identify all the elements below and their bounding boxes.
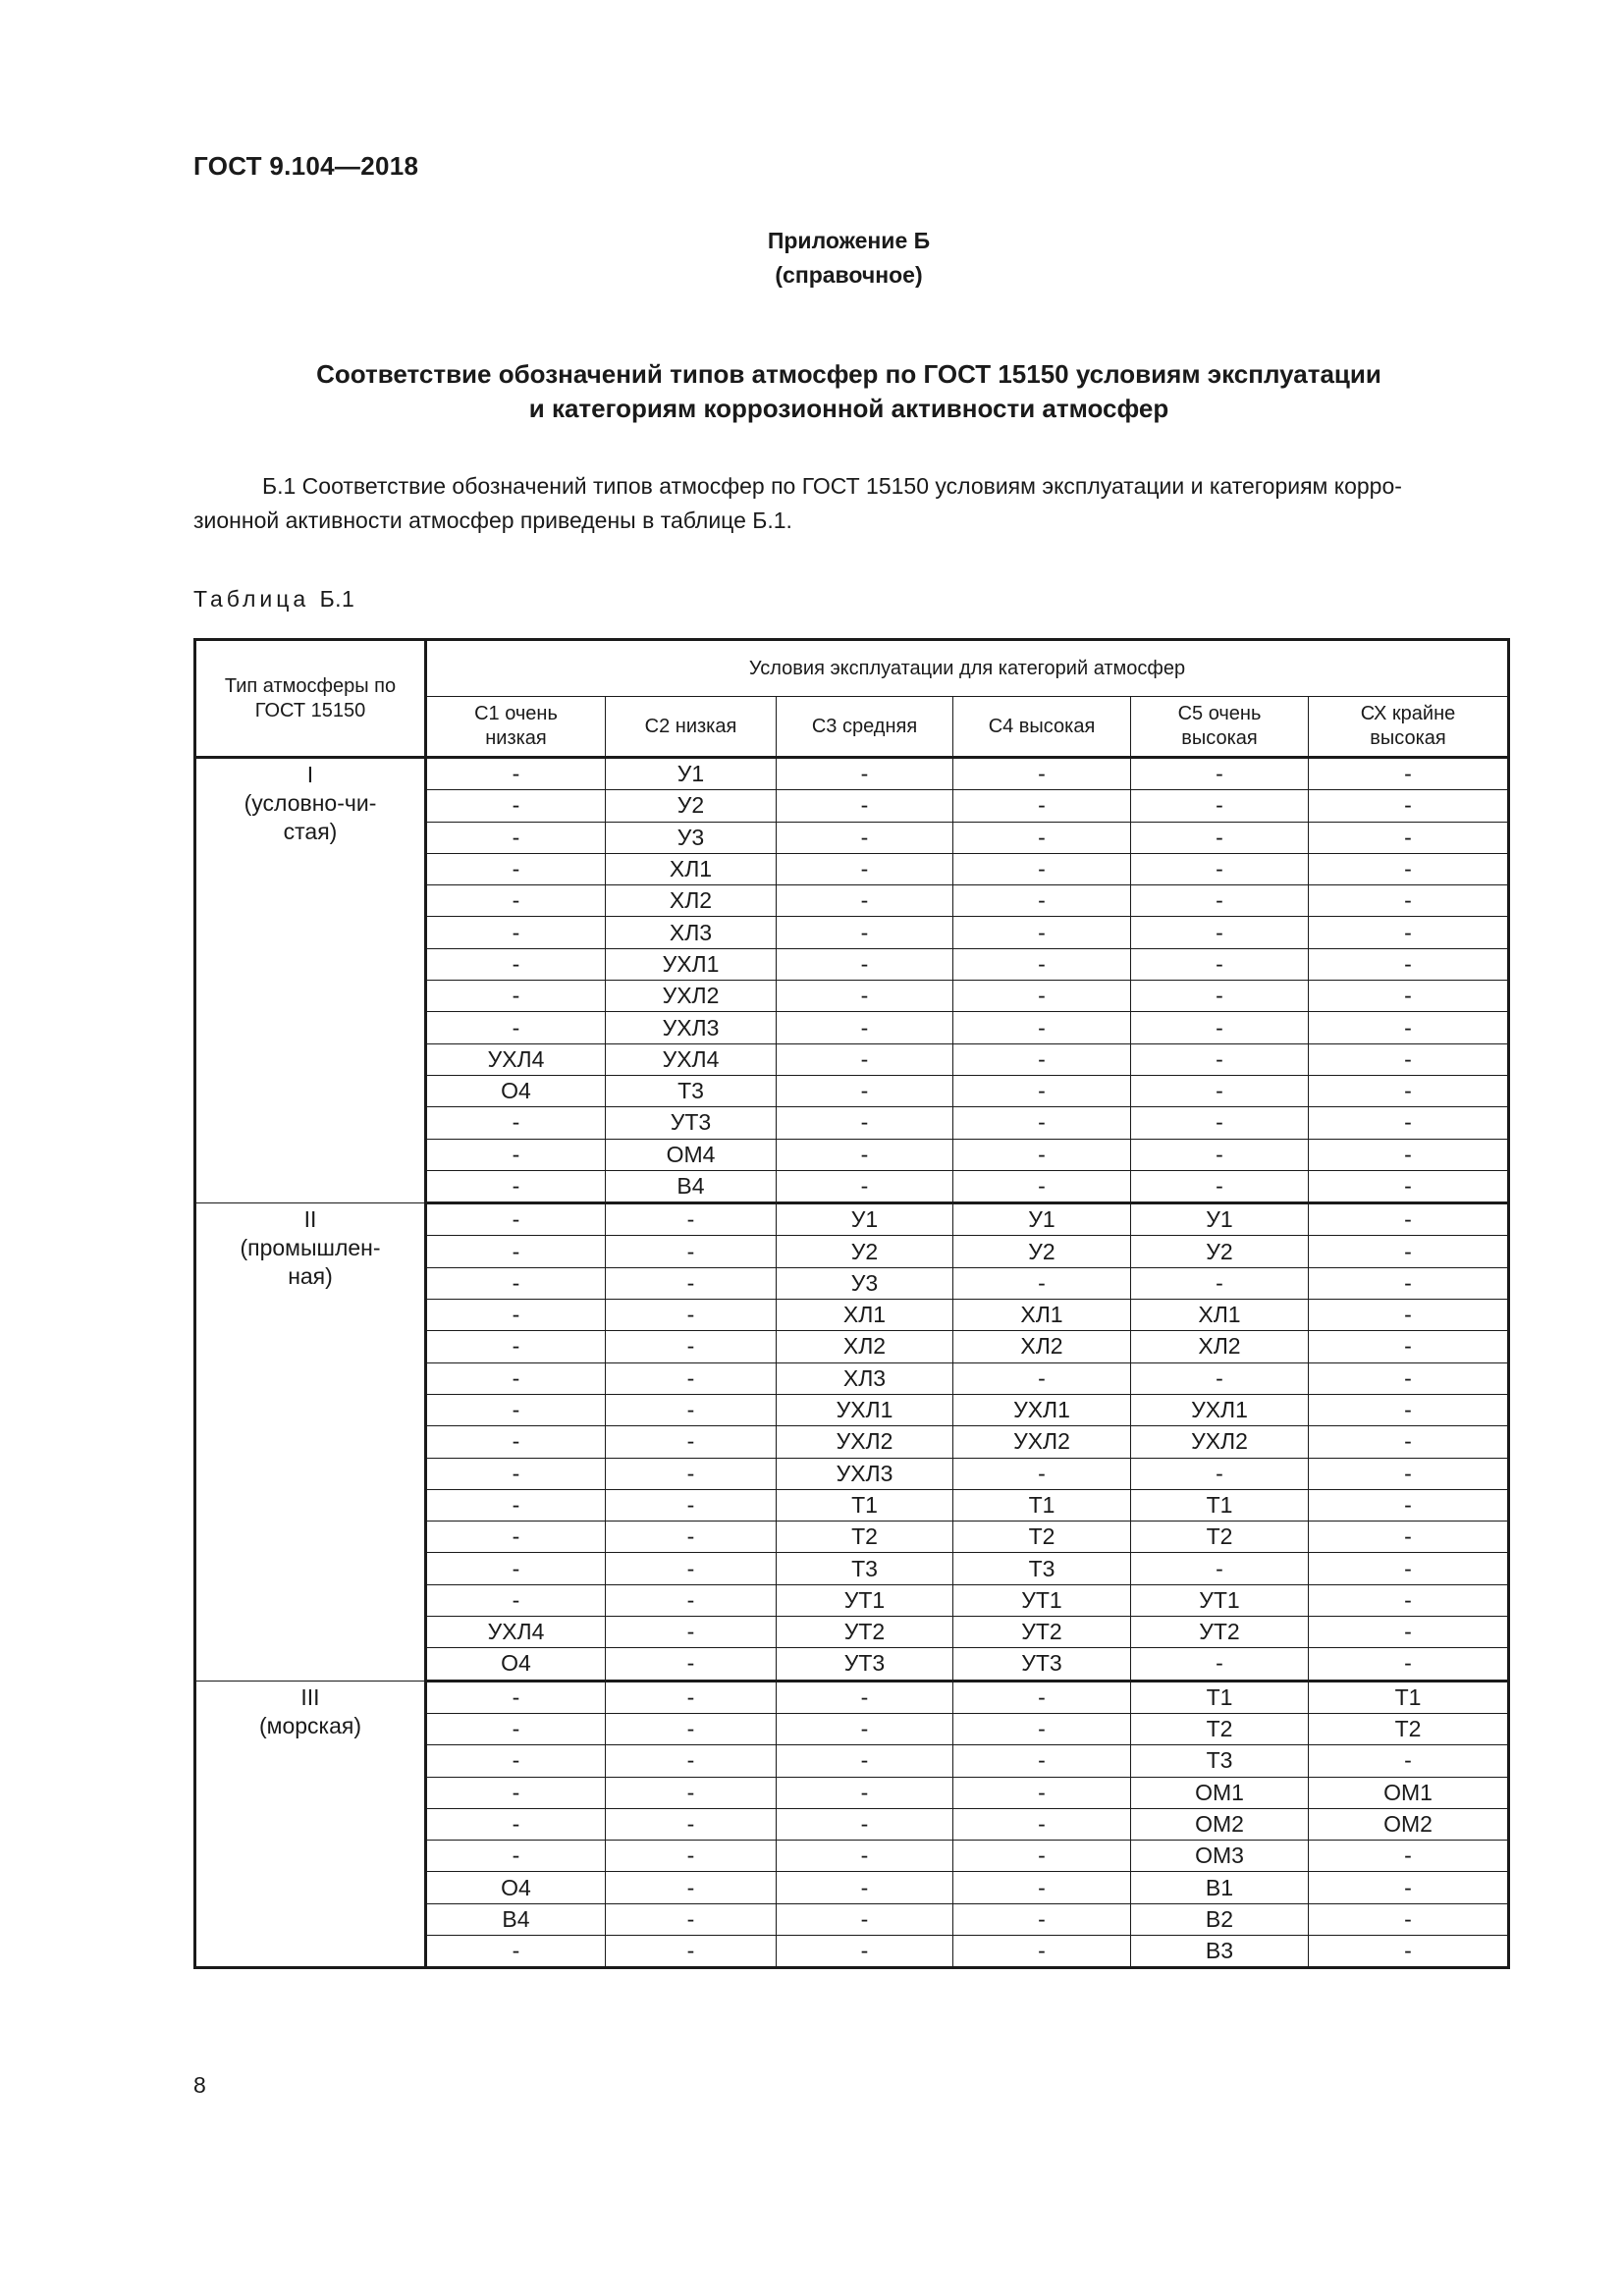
table-cell: -	[953, 1458, 1131, 1489]
table-cell: -	[953, 1872, 1131, 1903]
table-cell: -	[426, 885, 606, 917]
table-cell: -	[1131, 1043, 1309, 1075]
table-cell: -	[953, 1362, 1131, 1394]
table-cell: -	[777, 1745, 953, 1777]
table-cell: -	[1309, 1903, 1509, 1935]
table-cell: -	[1131, 758, 1309, 790]
table-cell: -	[1131, 885, 1309, 917]
table-row	[195, 758, 1509, 790]
table-cell: УТ2	[1131, 1617, 1309, 1648]
table-cell: -	[1309, 1362, 1509, 1394]
table-cell: -	[426, 1522, 606, 1553]
atmosphere-type-line: стая)	[283, 819, 338, 844]
table-row	[195, 1203, 1509, 1236]
table-cell: -	[1309, 1841, 1509, 1872]
table-cell: -	[426, 1362, 606, 1394]
atmosphere-table	[193, 638, 1510, 1969]
table-cell: -	[1131, 790, 1309, 822]
table-cell: -	[606, 1267, 777, 1299]
table-cell: ХЛ1	[1131, 1300, 1309, 1331]
table-cell: -	[606, 1713, 777, 1744]
table-cell: -	[1309, 758, 1509, 790]
table-cell: -	[426, 1458, 606, 1489]
table-cell: Т1	[1309, 1681, 1509, 1713]
table-cell: -	[1309, 1617, 1509, 1648]
table-cell: -	[953, 885, 1131, 917]
table-cell: ХЛ2	[953, 1331, 1131, 1362]
table-cell: УТ2	[777, 1617, 953, 1648]
table-cell: -	[1131, 1648, 1309, 1681]
table-cell: -	[1131, 1139, 1309, 1170]
table-cell: ОМ3	[1131, 1841, 1309, 1872]
table-cell: О4	[426, 1872, 606, 1903]
table-cell: ОМ2	[1309, 1808, 1509, 1840]
table-row	[195, 1681, 1509, 1713]
table-cell: -	[426, 1745, 606, 1777]
table-cell: -	[953, 1808, 1131, 1840]
table-cell: -	[426, 1489, 606, 1521]
intro-paragraph	[193, 469, 1505, 538]
table-cell: -	[1309, 885, 1509, 917]
table-cell: -	[606, 1841, 777, 1872]
table-cell: -	[777, 1681, 953, 1713]
table-cell: -	[777, 1872, 953, 1903]
header-col-c2: С2 низкая	[606, 697, 777, 758]
table-cell: -	[953, 917, 1131, 948]
table-cell: -	[777, 885, 953, 917]
table-cell: Т1	[777, 1489, 953, 1521]
table-cell: -	[606, 1203, 777, 1236]
header-col-cx: СХ крайне высокая	[1309, 697, 1509, 758]
table-cell: -	[426, 1681, 606, 1713]
table-cell: В2	[1131, 1903, 1309, 1935]
table-cell: -	[777, 1777, 953, 1808]
table-cell: -	[1131, 822, 1309, 853]
table-cell: -	[777, 790, 953, 822]
table-cell: -	[953, 1713, 1131, 1744]
table-cell: Т2	[1309, 1713, 1509, 1744]
table-cell: -	[953, 1043, 1131, 1075]
table-cell: Т3	[1131, 1745, 1309, 1777]
table-cell: -	[1309, 853, 1509, 884]
table-cell: -	[777, 1012, 953, 1043]
table-cell: -	[426, 1300, 606, 1331]
table-cell: В4	[606, 1170, 777, 1202]
table-cell: -	[1309, 822, 1509, 853]
table-cell: -	[777, 1075, 953, 1106]
table-cell: УТ3	[777, 1648, 953, 1681]
table-cell: -	[1309, 1458, 1509, 1489]
table-cell: -	[777, 1107, 953, 1139]
table-cell: -	[426, 1553, 606, 1584]
table-cell: Т1	[953, 1489, 1131, 1521]
document-code: ГОСТ 9.104—2018	[193, 151, 419, 181]
table-cell: -	[953, 1777, 1131, 1808]
table-cell: -	[953, 1745, 1131, 1777]
table-cell: УХЛ1	[953, 1394, 1131, 1425]
table-cell: -	[606, 1745, 777, 1777]
table-cell: У1	[606, 758, 777, 790]
atmosphere-type-line: III	[300, 1683, 320, 1710]
table-cell: УТ1	[1131, 1584, 1309, 1616]
table-cell: -	[777, 758, 953, 790]
table-cell: УТ1	[953, 1584, 1131, 1616]
table-cell: ХЛ2	[606, 885, 777, 917]
table-cell: У1	[953, 1203, 1131, 1236]
table-cell: -	[953, 1012, 1131, 1043]
table-cell: -	[606, 1872, 777, 1903]
table-cell: У2	[953, 1236, 1131, 1267]
table-cell: -	[953, 822, 1131, 853]
table-cell: -	[606, 1426, 777, 1458]
table-cell: -	[606, 1458, 777, 1489]
table-cell: -	[426, 1331, 606, 1362]
table-cell: Т3	[606, 1075, 777, 1106]
table-cell: -	[1131, 1553, 1309, 1584]
table-cell: -	[606, 1362, 777, 1394]
table-cell: -	[426, 822, 606, 853]
table-cell: -	[1309, 1043, 1509, 1075]
table-cell: УТ1	[777, 1584, 953, 1616]
table-cell: -	[1131, 853, 1309, 884]
table-cell: ОМ1	[1131, 1777, 1309, 1808]
table-cell: -	[426, 917, 606, 948]
table-cell: -	[1309, 981, 1509, 1012]
table-cell: -	[606, 1808, 777, 1840]
table-cell: -	[777, 1139, 953, 1170]
table-cell: УХЛ2	[953, 1426, 1131, 1458]
table-cell: -	[426, 1107, 606, 1139]
table-cell: ОМ2	[1131, 1808, 1309, 1840]
table-cell: -	[606, 1903, 777, 1935]
table-cell: -	[1309, 1300, 1509, 1331]
table-cell: -	[426, 758, 606, 790]
table-cell: О4	[426, 1075, 606, 1106]
table-cell: -	[1131, 948, 1309, 980]
table-cell: -	[606, 1777, 777, 1808]
table-cell: -	[777, 1043, 953, 1075]
table-cell: ХЛ3	[777, 1362, 953, 1394]
table-cell: -	[426, 790, 606, 822]
table-cell: -	[1309, 1331, 1509, 1362]
table-cell: -	[606, 1935, 777, 1967]
table-cell: -	[1309, 1267, 1509, 1299]
table-cell: ОМ4	[606, 1139, 777, 1170]
table-cell: УХЛ2	[777, 1426, 953, 1458]
table-cell: В1	[1131, 1872, 1309, 1903]
table-cell: -	[1131, 1362, 1309, 1394]
table-cell: -	[953, 1075, 1131, 1106]
header-col-c3: С3 средняя	[777, 697, 953, 758]
table-cell: -	[953, 981, 1131, 1012]
paragraph-line-1: Б.1 Соответствие обозначений типов атмосфер по ГОСТ 15150 условиям эксплуатации и категориям корро-	[262, 473, 1402, 499]
table-cell: -	[777, 981, 953, 1012]
table-cell: Т1	[1131, 1489, 1309, 1521]
table-cell: -	[1131, 1458, 1309, 1489]
table-cell: УХЛ1	[1131, 1394, 1309, 1425]
table-cell: У1	[777, 1203, 953, 1236]
table-cell: -	[953, 1170, 1131, 1202]
table-cell: -	[1309, 1935, 1509, 1967]
table-cell: ХЛ1	[777, 1300, 953, 1331]
table-cell: -	[1309, 1139, 1509, 1170]
table-cell: ХЛ2	[777, 1331, 953, 1362]
table-cell: -	[1309, 1522, 1509, 1553]
title-line-1: Соответствие обозначений типов атмосфер по ГОСТ 15150 условиям эксплуатации	[316, 359, 1381, 389]
table-cell: -	[426, 948, 606, 980]
table-cell: -	[953, 790, 1131, 822]
table-cell: -	[777, 1903, 953, 1935]
table-cell: ХЛ1	[953, 1300, 1131, 1331]
table-cell: -	[777, 1808, 953, 1840]
table-cell: -	[1309, 1012, 1509, 1043]
table-cell: У2	[1131, 1236, 1309, 1267]
atmosphere-type-line: II	[303, 1206, 317, 1233]
table-cell: -	[426, 981, 606, 1012]
table-cell: -	[426, 1170, 606, 1202]
table-cell: Т2	[953, 1522, 1131, 1553]
table-cell: -	[777, 853, 953, 884]
table-cell: -	[1309, 1394, 1509, 1425]
paragraph-line-2: зионной активности атмосфер приведены в таблице Б.1.	[193, 507, 792, 533]
table-cell: Т2	[1131, 1522, 1309, 1553]
table-cell: -	[426, 1713, 606, 1744]
table-cell: УХЛ4	[606, 1043, 777, 1075]
table-cell: ХЛ2	[1131, 1331, 1309, 1362]
table-cell: -	[606, 1331, 777, 1362]
header-operating-conditions: Условия эксплуатации для категорий атмосфер	[426, 640, 1509, 697]
table-cell: -	[606, 1522, 777, 1553]
atmosphere-type-cell	[195, 758, 426, 1203]
table-cell: В3	[1131, 1935, 1309, 1967]
table-cell: УХЛ2	[1131, 1426, 1309, 1458]
table-cell: У2	[606, 790, 777, 822]
table-cell: УХЛ2	[606, 981, 777, 1012]
table-caption	[193, 586, 354, 613]
table-cell: -	[1309, 1553, 1509, 1584]
table-cell: Т1	[1131, 1681, 1309, 1713]
table-cell: -	[1309, 1489, 1509, 1521]
table-cell: -	[426, 1394, 606, 1425]
table-cell: -	[426, 1777, 606, 1808]
atmosphere-type-cell	[195, 1203, 426, 1681]
table-cell: УХЛ1	[606, 948, 777, 980]
table-cell: -	[606, 1300, 777, 1331]
table-cell: -	[426, 1267, 606, 1299]
table-cell: -	[777, 1170, 953, 1202]
table-cell: Т3	[777, 1553, 953, 1584]
table-cell: -	[777, 1841, 953, 1872]
atmosphere-type-line: (промышлен-	[240, 1235, 381, 1261]
table-cell: УТ2	[953, 1617, 1131, 1648]
table-cell: -	[953, 1903, 1131, 1935]
table-cell: УХЛ1	[777, 1394, 953, 1425]
table-cell: УХЛ4	[426, 1043, 606, 1075]
table-cell: -	[953, 853, 1131, 884]
table-cell: -	[426, 1012, 606, 1043]
table-cell: -	[1131, 981, 1309, 1012]
table-cell: -	[1309, 1584, 1509, 1616]
page-number: 8	[193, 2072, 206, 2098]
table-cell: -	[777, 917, 953, 948]
table-cell: Т2	[1131, 1713, 1309, 1744]
table-cell: -	[953, 1841, 1131, 1872]
table-cell: -	[426, 1426, 606, 1458]
table-cell: ХЛ1	[606, 853, 777, 884]
table-cell: -	[426, 1584, 606, 1616]
appendix-heading	[0, 224, 1623, 293]
table-cell: -	[1309, 1236, 1509, 1267]
table-cell: -	[606, 1489, 777, 1521]
table-cell: УХЛ3	[606, 1012, 777, 1043]
table-cell: В4	[426, 1903, 606, 1935]
table-cell: -	[606, 1584, 777, 1616]
table-cell: ХЛ3	[606, 917, 777, 948]
table-cell: УТ3	[606, 1107, 777, 1139]
table-cell: -	[1309, 1426, 1509, 1458]
table-cell: -	[1131, 1107, 1309, 1139]
header-col-c5: С5 очень высокая	[1131, 697, 1309, 758]
table-cell: -	[606, 1648, 777, 1681]
table-cell: -	[1309, 1170, 1509, 1202]
table-cell: -	[1309, 1107, 1509, 1139]
table-cell: -	[1309, 1075, 1509, 1106]
header-col-c4: С4 высокая	[953, 697, 1131, 758]
table-cell: -	[777, 1713, 953, 1744]
atmosphere-type-line: I	[306, 762, 314, 787]
table-cell: У2	[777, 1236, 953, 1267]
table-cell: -	[606, 1617, 777, 1648]
appendix-kind: (справочное)	[775, 262, 923, 288]
table-caption-label: Таблица	[193, 586, 310, 612]
table-cell: -	[777, 948, 953, 980]
table-cell: -	[606, 1681, 777, 1713]
table-cell: -	[426, 1935, 606, 1967]
header-col-c1: С1 очень низкая	[426, 697, 606, 758]
table-cell: -	[426, 1139, 606, 1170]
table-cell: -	[1309, 1648, 1509, 1681]
header-atmosphere-type: Тип атмосферы по ГОСТ 15150	[195, 640, 426, 758]
table-cell: -	[953, 1107, 1131, 1139]
table-cell: ОМ1	[1309, 1777, 1509, 1808]
table-caption-number: Б.1	[319, 586, 355, 612]
table-cell: -	[426, 1236, 606, 1267]
table-cell: -	[606, 1394, 777, 1425]
table-cell: -	[1131, 1170, 1309, 1202]
table-cell: У1	[1131, 1203, 1309, 1236]
table-cell: -	[1309, 1203, 1509, 1236]
table-cell: Т3	[953, 1553, 1131, 1584]
table-cell: -	[1309, 790, 1509, 822]
appendix-label: Приложение Б	[767, 228, 931, 253]
atmosphere-type-line: (условно-чи-	[243, 790, 377, 816]
table-cell: УХЛ4	[426, 1617, 606, 1648]
atmosphere-type-cell	[195, 1681, 426, 1968]
table-cell: -	[953, 1267, 1131, 1299]
table-cell: -	[1131, 917, 1309, 948]
table-cell: -	[953, 1681, 1131, 1713]
table-cell: -	[1309, 1745, 1509, 1777]
title-line-2: и категориям коррозионной активности атмосфер	[528, 394, 1169, 423]
table-cell: -	[1131, 1012, 1309, 1043]
atmosphere-type-line: (морская)	[258, 1712, 362, 1738]
table-cell: О4	[426, 1648, 606, 1681]
table-cell: У3	[606, 822, 777, 853]
table-cell: УХЛ3	[777, 1458, 953, 1489]
table-cell: -	[953, 1139, 1131, 1170]
table-cell: -	[426, 1808, 606, 1840]
table-cell: -	[1131, 1075, 1309, 1106]
table-cell: -	[606, 1553, 777, 1584]
table-cell: Т2	[777, 1522, 953, 1553]
appendix-title	[0, 357, 1623, 426]
table-cell: -	[953, 1935, 1131, 1967]
table-cell: -	[1309, 917, 1509, 948]
table-cell: -	[426, 1203, 606, 1236]
table-cell: -	[953, 948, 1131, 980]
table-cell: -	[426, 1841, 606, 1872]
table-cell: У3	[777, 1267, 953, 1299]
table-cell: -	[426, 853, 606, 884]
table-cell: -	[1131, 1267, 1309, 1299]
table-cell: -	[777, 1935, 953, 1967]
table-cell: -	[777, 822, 953, 853]
atmosphere-type-line: ная)	[288, 1263, 333, 1290]
table-cell: -	[1309, 948, 1509, 980]
table-cell: УТ3	[953, 1648, 1131, 1681]
table-cell: -	[953, 758, 1131, 790]
table-cell: -	[1309, 1872, 1509, 1903]
table-cell: -	[606, 1236, 777, 1267]
